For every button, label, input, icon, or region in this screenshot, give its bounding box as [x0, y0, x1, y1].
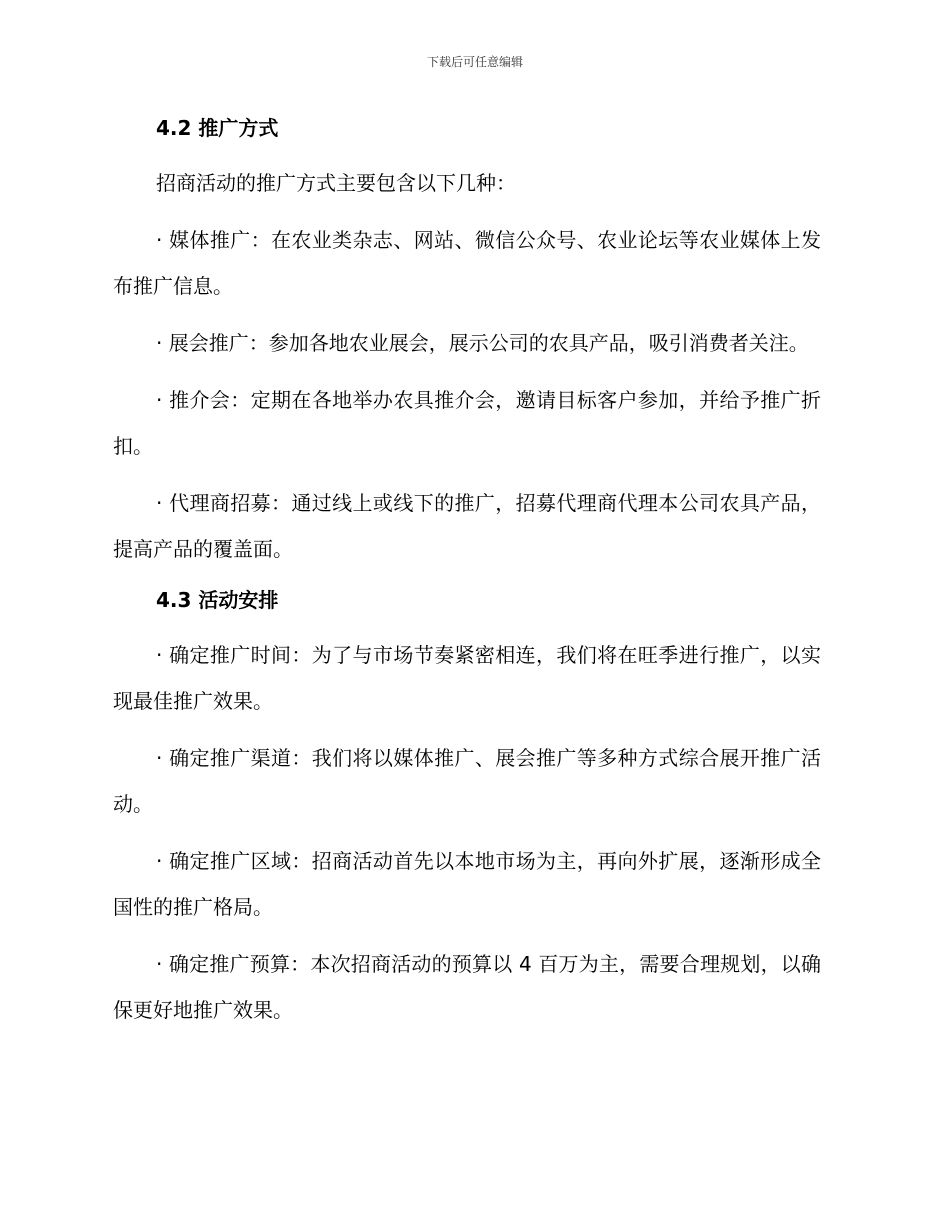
section-heading-4-3: 4.3 活动安排 [156, 588, 279, 612]
paragraph-promotion-budget: · 确定推广预算：本次招商活动的预算以 4 百万为主，需要合理规划，以确保更好地推广效果。 [113, 952, 821, 1022]
paragraph-promotion-meeting: · 推介会：定期在各地举办农具推介会，邀请目标客户参加，并给予推广折扣。 [113, 388, 821, 458]
paragraph-exhibition-promotion: · 展会推广：参加各地农业展会，展示公司的农具产品，吸引消费者关注。 [156, 331, 809, 355]
paragraph-intro: 招商活动的推广方式主要包含以下几种： [156, 171, 516, 195]
paragraph-promotion-time: · 确定推广时间：为了与市场节奏紧密相连，我们将在旺季进行推广，以实现最佳推广效果。 [113, 643, 821, 713]
document-body [113, 110, 821, 1033]
page-header-note: 下载后可任意编辑 [426, 55, 523, 69]
paragraph-media-promotion: · 媒体推广：在农业类杂志、网站、微信公众号、农业论坛等农业媒体上发布推广信息。 [113, 228, 821, 298]
paragraph-promotion-region: · 确定推广区域：招商活动首先以本地市场为主，再向外扩展，逐渐形成全国性的推广格局。 [113, 849, 821, 919]
paragraph-promotion-channel: · 确定推广渠道：我们将以媒体推广、展会推广等多种方式综合展开推广活动。 [113, 746, 821, 816]
paragraph-agent-recruitment: · 代理商招募：通过线上或线下的推广，招募代理商代理本公司农具产品，提高产品的覆盖面。 [113, 491, 821, 561]
section-heading-4-2: 4.2 推广方式 [156, 116, 279, 140]
